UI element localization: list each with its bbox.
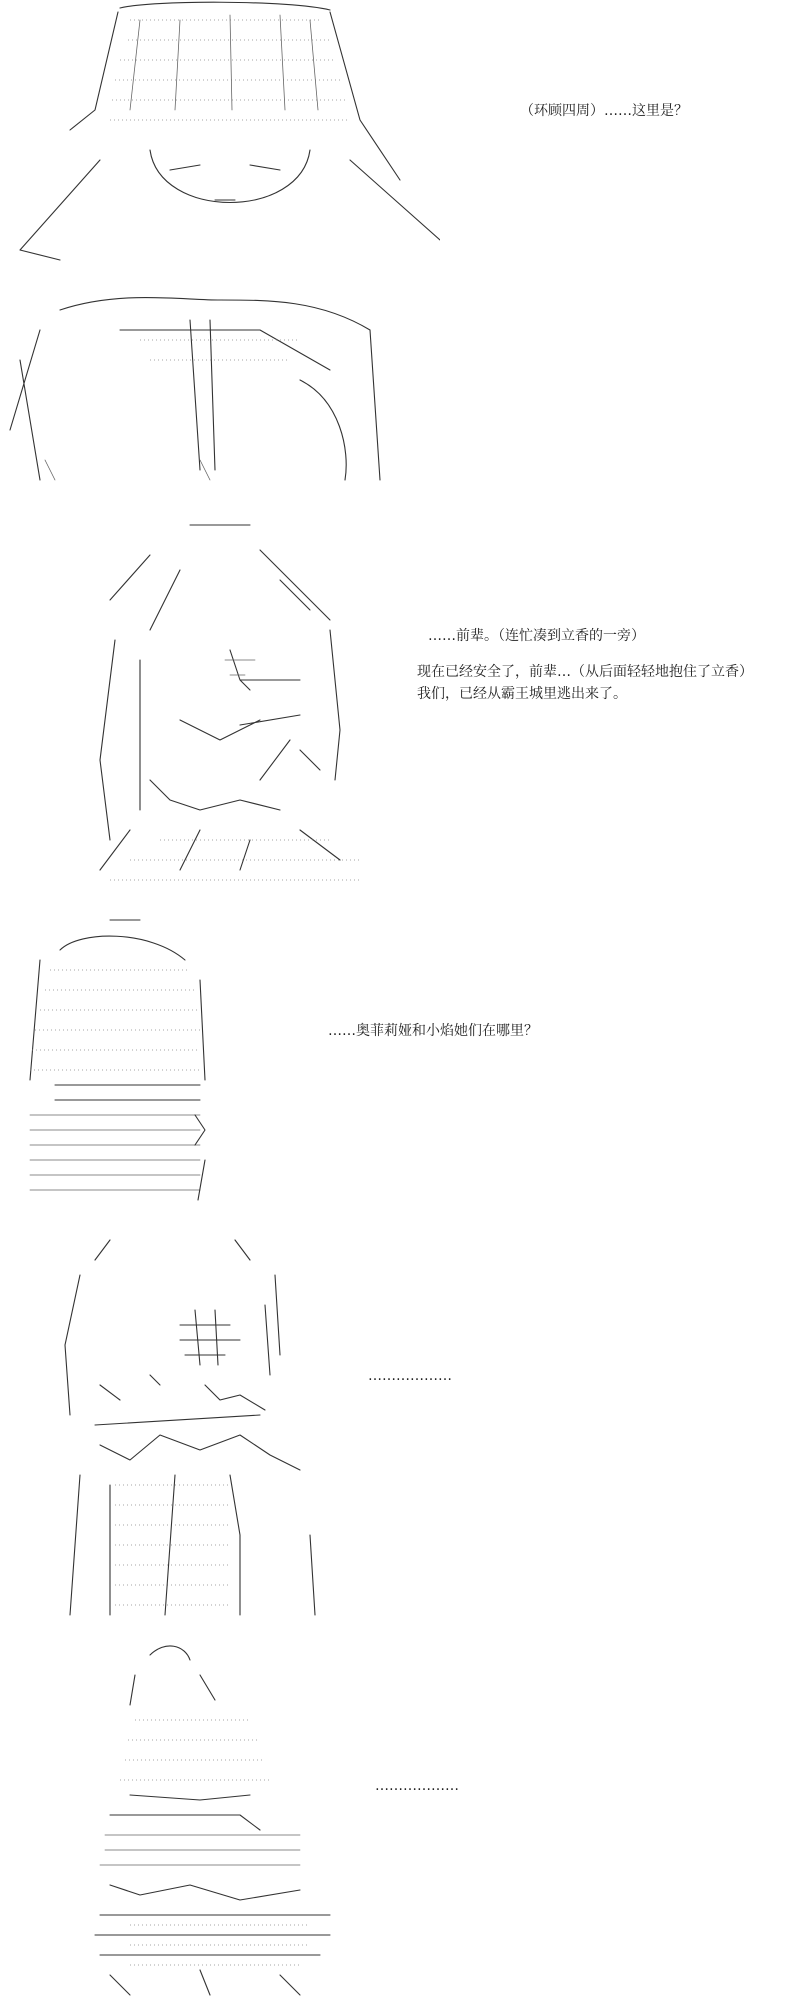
panel-3	[0, 900, 800, 1230]
dialogue-line: ………………	[368, 1368, 452, 1384]
dialogue-line: 我们，已经从霸王城里逃出来了。	[417, 686, 627, 702]
panel-5	[0, 1635, 800, 2000]
dialogue-2	[417, 625, 753, 705]
ascii-art-figure-1	[0, 0, 440, 490]
panel-4	[0, 1235, 800, 1625]
dialogue-4	[368, 1365, 452, 1387]
panel-1	[0, 0, 800, 500]
dialogue-line: 现在已经安全了，前辈…（从后面轻轻地抱住了立香）	[417, 664, 753, 680]
dialogue-line	[428, 647, 753, 661]
ascii-art-figure-3	[0, 900, 260, 1220]
dialogue-line: ……奥菲莉娅和小焰她们在哪里？	[328, 1023, 538, 1039]
dialogue-1	[520, 100, 688, 122]
dialogue-line: ……前辈。（连忙凑到立香的一旁）	[428, 628, 645, 644]
dialogue-line: （环顾四周）……这里是？	[520, 103, 688, 119]
dialogue-3	[328, 1020, 538, 1042]
panel-2	[0, 510, 800, 890]
ascii-art-figure-4	[0, 1235, 340, 1625]
ascii-art-figure-5	[0, 1635, 360, 2000]
dialogue-5	[375, 1775, 459, 1797]
ascii-art-figure-2	[0, 510, 400, 890]
dialogue-line: ………………	[375, 1778, 459, 1794]
